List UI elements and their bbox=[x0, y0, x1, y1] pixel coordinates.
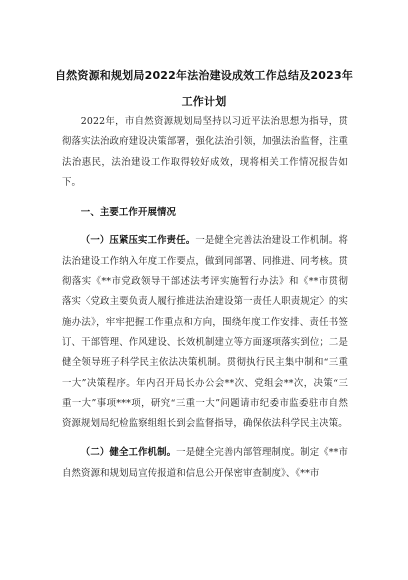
subsection-2-heading: （二）健全工作机制。 bbox=[80, 447, 177, 459]
title-line-1: 自然资源和规划局2022年法治建设成效工作总结及2023年 bbox=[54, 69, 354, 82]
subsection-2-text: 一是健全完善内部管理制度。制定《**市自然资源和规划局宣传报道和信息公开保密审查制度》、《**市 bbox=[62, 447, 348, 479]
subsection-1-paragraph bbox=[62, 231, 348, 434]
document-title bbox=[50, 63, 358, 115]
subsection-1-heading: （一）压紧压实工作责任。 bbox=[80, 235, 196, 247]
section-heading: 一、主要工作开展情况 bbox=[80, 207, 177, 219]
title-line-2: 工作计划 bbox=[181, 95, 227, 108]
subsection-2-paragraph bbox=[62, 443, 348, 484]
subsection-1-text: 一是健全完善法治建设工作机制。将法治建设工作纳入年度工作要点，做到同部署、同推进、同考核。贯彻落实《**市党政领导干部述法考评实施暂行办法》和《**市贯彻落实〈党政主要负责人履行推进法治建设第一责任人职责规定〉的实施办法》，牢牢把握工作重点和方向，围绕年度工作安排、责任书签订、干部管理、作风建设、长效机制建立等方面逐项落实到位；二是健全领导班子科学民主依法决策机制。贯彻执行民主集中制和“三重一大”决策程序。年内召开局长办公会**次、党组会**次，决策“三重一大”事项***项，研究“三重一大”问题请市纪委市监委驻市自然资源规划局纪检监察组组长到会监督指导，确保依法科学民主决策。 bbox=[62, 235, 348, 430]
intro-paragraph: 2022年，市自然资源规划局坚持以习近平法治思想为指导，贯彻落实法治政府建设决策部署，强化法治引领，加强法治监督，注重法治惠民，法治建设工作取得较好成效，现将相关工作情况报告如下。 bbox=[62, 116, 348, 188]
document-body bbox=[62, 112, 348, 484]
